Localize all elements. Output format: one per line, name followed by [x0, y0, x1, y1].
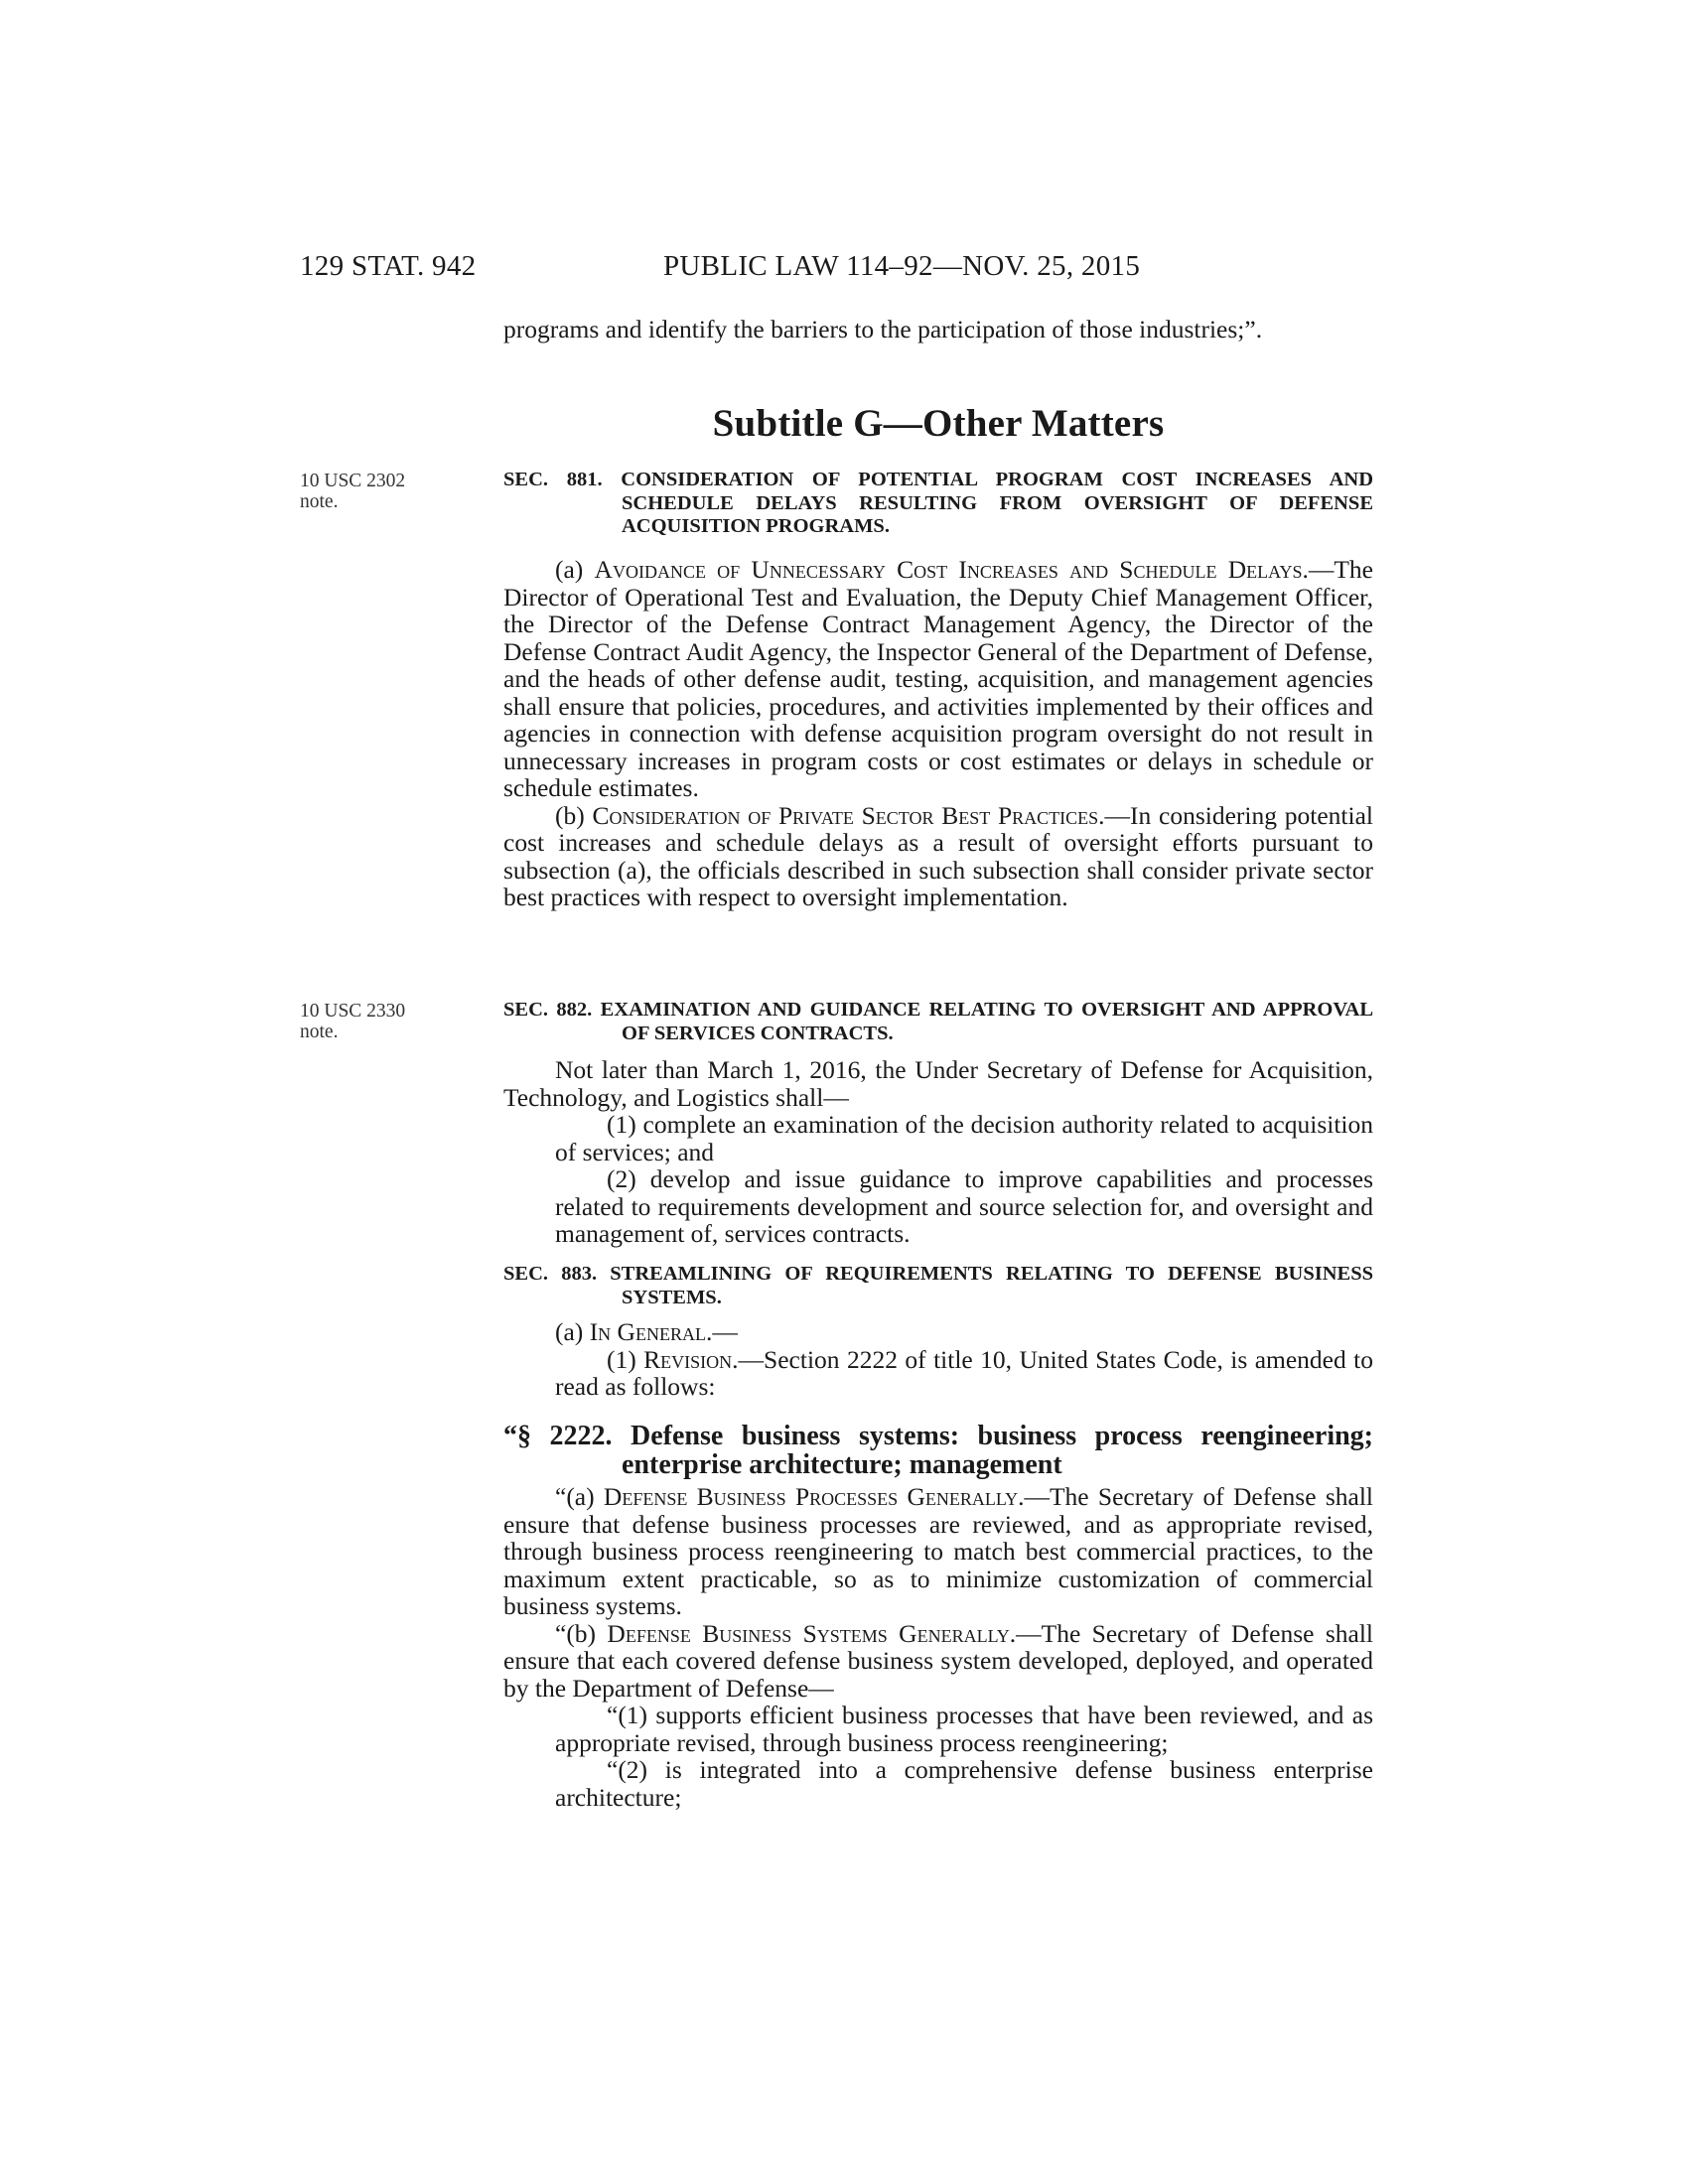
- subsection-dash: —: [712, 1317, 738, 1346]
- margin-note-sec881: [300, 471, 419, 512]
- subsection-text: —The Secretary of Defense shall ensure that defense business processes are reviewed, and as appropriate revised, through business process reengineering to match best commercial practices, to the maximum extent practicable, so as to minimize customization of commercial business systems.: [503, 1482, 1373, 1620]
- subsection-label: “(a): [555, 1482, 604, 1511]
- section-2222-item-2: “(2) is integrated into a comprehensive defense business enterprise architecture;: [555, 1755, 1373, 1812]
- section-883-paragraph-1: [555, 1346, 1373, 1401]
- subtitle-heading: Subtitle G—Other Matters: [712, 402, 1165, 445]
- section-882-item-2: (2) develop and issue guidance to improve capabilities and processes related to requirements development and source selection for, and oversight and management of, services contracts.: [555, 1164, 1373, 1248]
- subsection-heading: Consideration of Private Sector Best Practices.: [592, 800, 1105, 830]
- section-881-body: [503, 556, 1373, 911]
- subsection-text: —In considering potential cost increases and schedule delays as a result of oversight efforts pursuant to subsection (a), the officials described in such subsection shall consider private sector best practices with respect to oversight implementation.: [503, 800, 1373, 911]
- subsection-heading: Defense Business Processes Generally.: [603, 1482, 1025, 1511]
- section-2222-subsection-a: [503, 1483, 1373, 1620]
- subsection-heading: In General.: [589, 1317, 713, 1346]
- section-883-heading: SEC. 883. STREAMLINING OF REQUIREMENTS RELATING TO DEFENSE BUSINESS SYSTEMS.: [503, 1263, 1373, 1308]
- section-2222-item-1: “(1) supports efficient business processes that have been reviewed, and as appropriate revised, through business process reengineering;: [555, 1701, 1373, 1757]
- subsection-label: “(b): [555, 1618, 608, 1648]
- margin-note-citation: 10 USC 2302: [300, 471, 406, 491]
- subsection-label: (b): [555, 800, 593, 830]
- subsection-label: (a): [555, 555, 595, 584]
- section-881-subsection-b: [503, 802, 1373, 911]
- section-883-paragraph-1-block: [503, 1346, 1373, 1401]
- section-2222-body: [503, 1483, 1373, 1811]
- section-881-subsection-a: [503, 556, 1373, 802]
- section-882-items: [503, 1111, 1373, 1248]
- section-882-intro: Not later than March 1, 2016, the Under Secretary of Defense for Acquisition, Technology, and Logistics shall—: [503, 1055, 1373, 1112]
- section-2222-heading: “§ 2222. Defense business systems: business process reengineering; enterprise architecture; management: [503, 1421, 1373, 1480]
- public-law-header: PUBLIC LAW 114–92—NOV. 25, 2015: [663, 250, 1141, 282]
- subsection-label: (a): [555, 1317, 590, 1346]
- paragraph-text: —Section 2222 of title 10, United States Code, is amended to read as follows:: [555, 1344, 1373, 1401]
- subsection-heading: Avoidance of Unnecessary Cost Increases and Schedule Delays.: [594, 555, 1309, 584]
- paragraph-label: (1): [607, 1344, 644, 1374]
- margin-note-label: note.: [300, 1022, 339, 1042]
- section-882-heading: SEC. 882. EXAMINATION AND GUIDANCE RELATING TO OVERSIGHT AND APPROVAL OF SERVICES CONTRACTS.: [503, 999, 1373, 1044]
- section-883-body: [503, 1318, 1373, 1401]
- section-883-subsection-a: [503, 1318, 1373, 1346]
- section-882-item-1: (1) complete an examination of the decision authority related to acquisition of services; and: [555, 1110, 1373, 1166]
- subsection-text: —The Director of Operational Test and Evaluation, the Deputy Chief Management Officer, the Director of the Defense Contract Management Agency, the Director of the Defense Contract Audit Agency, the Inspector General of the Department of Defense, and the heads of other defense audit, testing, acquisition, and management agencies shall ensure that policies, procedures, and activities implemented by their offices and agencies in connection with defense acquisition program oversight do not result in unnecessary increases in program costs or cost estimates or delays in schedule or schedule estimates.: [503, 555, 1374, 802]
- section-2222-items: [503, 1702, 1373, 1811]
- subsection-heading: Defense Business Systems Generally.: [607, 1618, 1017, 1648]
- section-2222-subsection-b: [503, 1620, 1373, 1703]
- margin-note-label: note.: [300, 491, 339, 512]
- margin-note-citation: 10 USC 2330: [300, 1001, 406, 1022]
- paragraph-heading: Revision.: [643, 1344, 739, 1374]
- subsection-text: —The Secretary of Defense shall ensure that each covered defense business system developed, deployed, and operated by the Department of Defense—: [503, 1618, 1373, 1703]
- continuation-paragraph: [503, 316, 1373, 343]
- section-881-heading: SEC. 881. CONSIDERATION OF POTENTIAL PROGRAM COST INCREASES AND SCHEDULE DELAYS RESULTING FROM OVERSIGHT OF DEFENSE ACQUISITION PROGRAMS.: [503, 469, 1373, 537]
- margin-note-sec882: [300, 1001, 419, 1042]
- continuation-text: programs and identify the barriers to the participation of those industries;”.: [503, 315, 1263, 343]
- section-882-body: [503, 1056, 1373, 1248]
- page-stat-number: 129 STAT. 942: [300, 250, 477, 282]
